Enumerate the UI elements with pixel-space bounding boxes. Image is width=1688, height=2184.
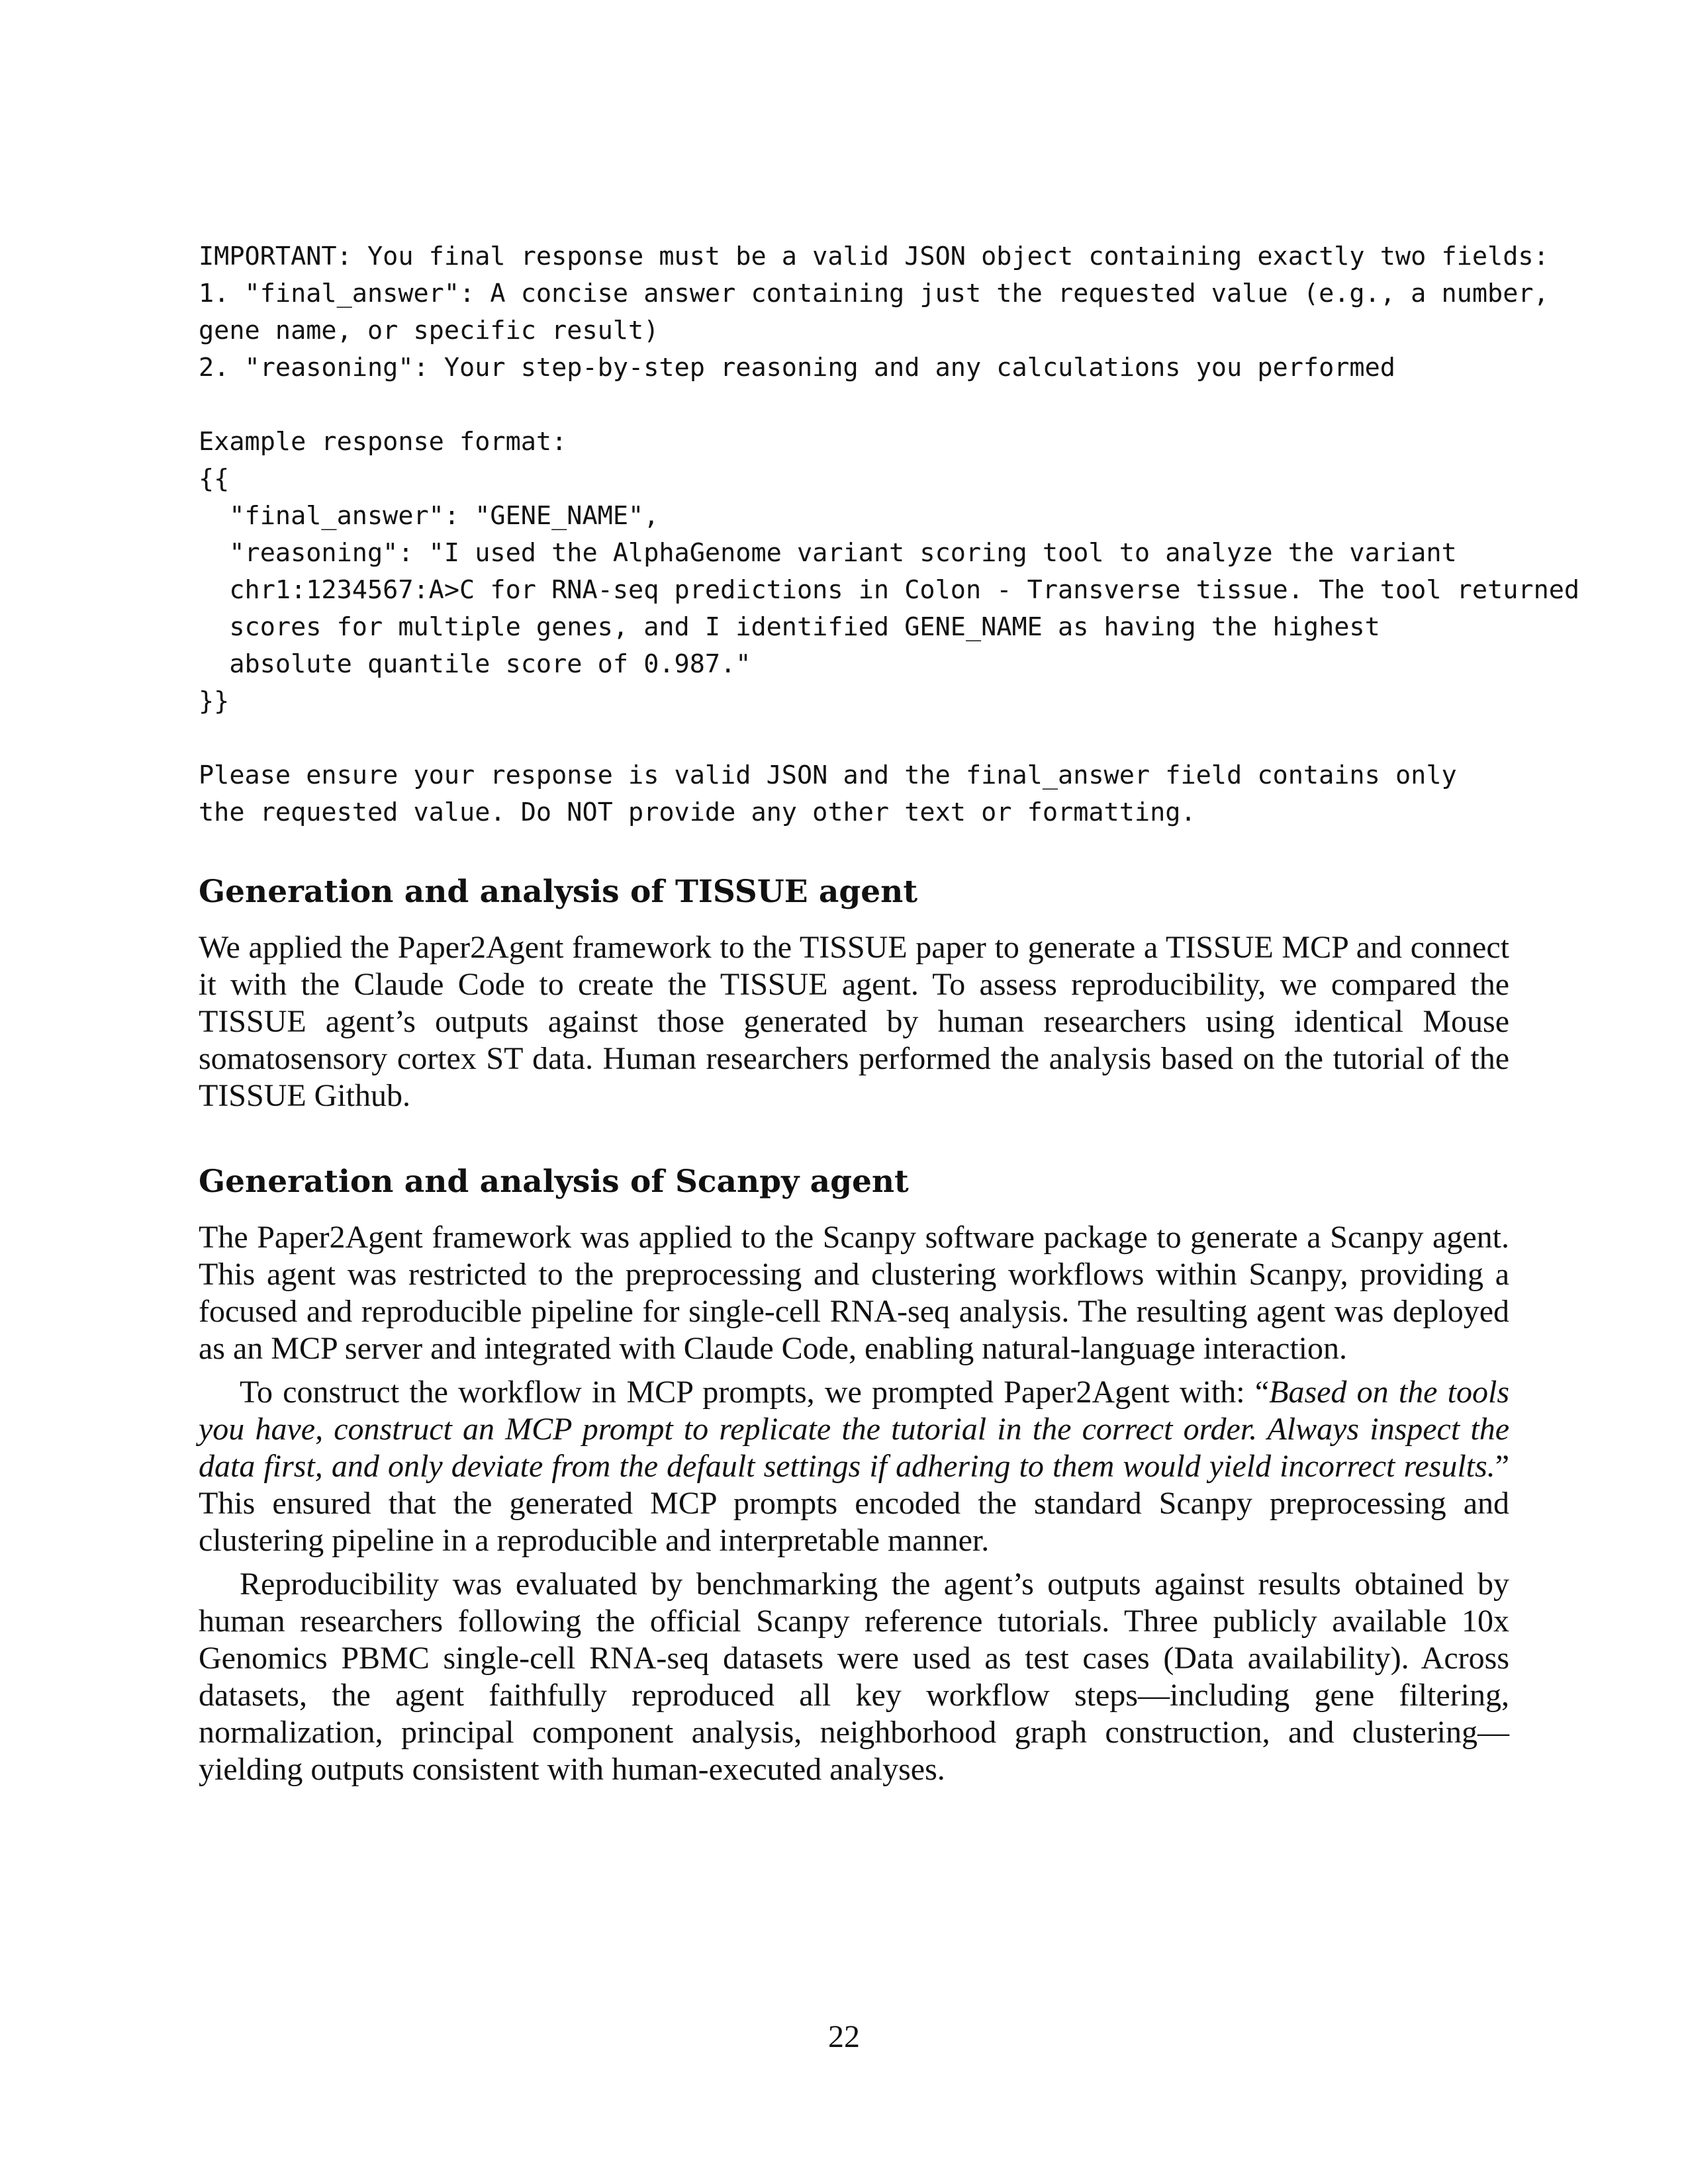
- page-content: [199, 238, 1580, 1788]
- code-line: 1. "final_answer": A concise answer containing just the requested value (e.g., a number,: [199, 279, 1549, 308]
- section-heading-tissue: Generation and analysis of TISSUE agent: [199, 874, 918, 910]
- prompt-quote: Based on the tools you have, construct an MCP prompt to replicate the tutorial in the correct order. Always inspect the data first, and only deviate from the default settings if adhering to them would yield incorrect results.: [199, 1375, 1510, 1484]
- code-line: absolute quantile score of 0.987.": [199, 649, 751, 679]
- code-blank-line: [199, 720, 1509, 757]
- page-number: 22: [828, 2019, 860, 2054]
- code-blank-line: [199, 387, 1509, 424]
- code-line: the requested value. Do NOT provide any other text or formatting.: [199, 797, 1196, 827]
- tissue-paragraph: We applied the Paper2Agent framework to the TISSUE paper to generate a TISSUE MCP and connect it with the Claude Code to create the TISSUE agent. To assess reproducibility, we compared the TISSUE agent’s outputs against those generated by human researchers using identical Mouse somatosensory cortex ST data. Human researchers performed the analysis based on the tutorial of the TISSUE Github.: [199, 930, 1509, 1113]
- code-line: }}: [199, 686, 230, 716]
- code-line: Example response format:: [199, 427, 567, 457]
- scanpy-paragraph-2: [199, 1374, 1509, 1559]
- code-line: 2. "reasoning": Your step-by-step reasoning and any calculations you performed: [199, 353, 1395, 383]
- code-line: "reasoning": "I used the AlphaGenome variant scoring tool to analyze the variant: [199, 538, 1457, 568]
- scanpy-paragraph-3: Reproducibility was evaluated by benchmarking the agent’s outputs against results obtained by human researchers following the official Scanpy reference tutorials. Three publicly available 10x Genomics PBMC single-cell RNA-seq datasets were used as test cases (Data availability). Across datasets, the agent faithfully reproduced all key workflow steps—including gene filtering, normalization, principal component analysis, neighborhood graph construction, and clustering—yielding outputs consistent with human-executed analyses.: [199, 1567, 1509, 1787]
- section-heading-scanpy: Generation and analysis of Scanpy agent: [199, 1163, 909, 1200]
- code-line: "final_answer": "GENE_NAME",: [199, 501, 659, 531]
- code-line: IMPORTANT: You final response must be a valid JSON object containing exactly two fields:: [199, 242, 1549, 271]
- code-line: scores for multiple genes, and I identified GENE_NAME as having the highest: [199, 612, 1380, 642]
- code-line: chr1:1234567:A>C for RNA-seq predictions in Colon - Transverse tissue. The tool returned: [199, 575, 1580, 605]
- code-line: {{: [199, 464, 230, 494]
- prompt-outro-text: ” This ensured that the generated MCP prompts encoded the standard Scanpy preprocessing and clustering pipeline in a reproducible and interpretable manner.: [199, 1449, 1509, 1558]
- code-line: gene name, or specific result): [199, 316, 659, 345]
- json-instructions-code-block: [199, 238, 1580, 831]
- prompt-intro-text: To construct the workflow in MCP prompts, we prompted Paper2Agent with: “: [240, 1375, 1270, 1410]
- scanpy-paragraph-1: The Paper2Agent framework was applied to the Scanpy software package to generate a Scanpy agent. This agent was restricted to the preprocessing and clustering workflows within Scanpy, providing a focused and reproducible pipeline for single-cell RNA-seq analysis. The resulting agent was deployed as an MCP server and integrated with Claude Code, enabling natural-language interaction.: [199, 1220, 1509, 1366]
- code-line: Please ensure your response is valid JSON and the final_answer field contains only: [199, 760, 1457, 790]
